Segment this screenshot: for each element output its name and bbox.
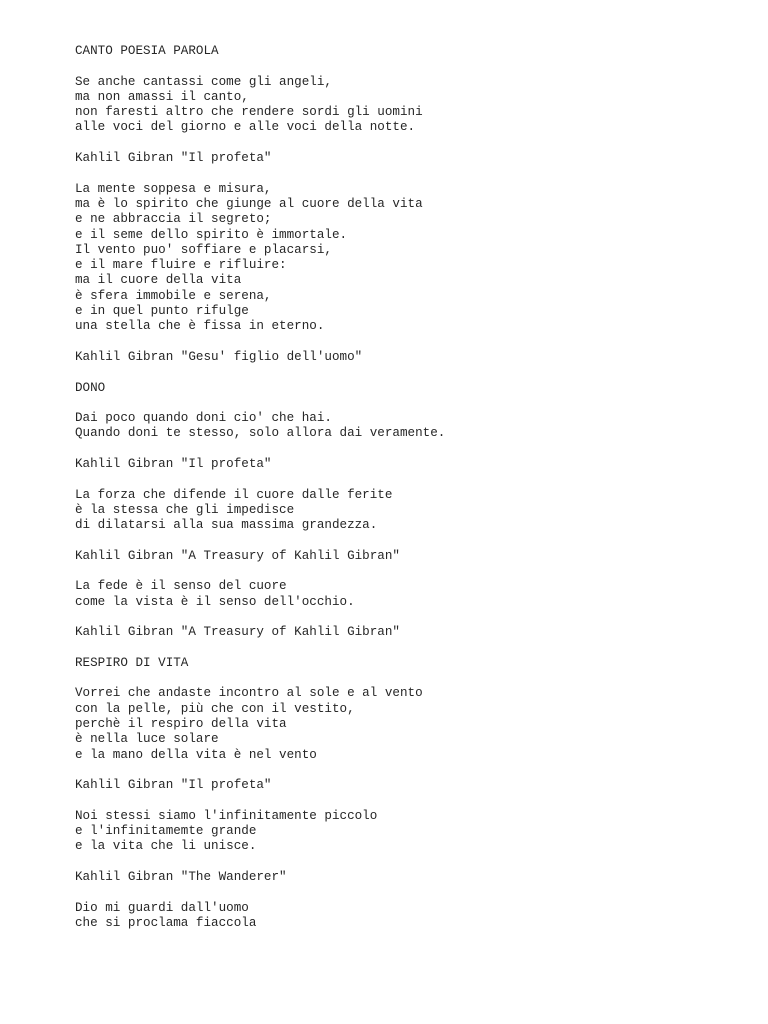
- text-line: come la vista è il senso dell'occhio.: [75, 594, 355, 609]
- text-line: alle voci del giorno e alle voci della notte.: [75, 120, 416, 135]
- text-line: e ne abbraccia il segreto;: [75, 212, 272, 227]
- paragraph: [75, 625, 735, 640]
- paragraph: [75, 901, 735, 932]
- text-line: è nella luce solare: [75, 732, 219, 747]
- text-line: Quando doni te stesso, solo allora dai veramente.: [75, 426, 446, 441]
- text-line: Kahlil Gibran "Il profeta": [75, 457, 272, 472]
- paragraph: [75, 579, 735, 610]
- text-line: La mente soppesa e misura,: [75, 181, 272, 196]
- text-line: perchè il respiro della vita: [75, 717, 287, 732]
- text-line: e la mano della vita è nel vento: [75, 747, 317, 762]
- text-line: DONO: [75, 380, 106, 395]
- text-line: Dai poco quando doni cio' che hai.: [75, 411, 332, 426]
- text-line: ma il cuore della vita: [75, 273, 242, 288]
- text-line: Kahlil Gibran "Il profeta": [75, 151, 272, 166]
- text-line: Noi stessi siamo l'infinitamente piccolo: [75, 808, 378, 823]
- text-line: e il seme dello spirito è immortale.: [75, 227, 348, 242]
- text-line: Kahlil Gibran "A Treasury of Kahlil Gibran": [75, 625, 400, 640]
- text-line: di dilatarsi alla sua massima grandezza.: [75, 518, 378, 533]
- paragraph: [75, 870, 735, 885]
- text-line: La forza che difende il cuore dalle ferite: [75, 487, 393, 502]
- text-line: una stella che è fissa in eterno.: [75, 319, 325, 334]
- paragraph: [75, 778, 735, 793]
- text-line: Dio mi guardi dall'uomo: [75, 900, 249, 915]
- text-line: Kahlil Gibran "Gesu' figlio dell'uomo": [75, 349, 363, 364]
- document-text: [75, 44, 735, 947]
- text-line: ma è lo spirito che giunge al cuore della vita: [75, 196, 423, 211]
- paragraph: [75, 488, 735, 534]
- text-line: CANTO POESIA PAROLA: [75, 44, 219, 58]
- paragraph: [75, 411, 735, 442]
- text-line: e il mare fluire e rifluire:: [75, 258, 287, 273]
- text-line: che si proclama fiaccola: [75, 915, 257, 930]
- text-line: è sfera immobile e serena,: [75, 288, 272, 303]
- text-line: Se anche cantassi come gli angeli,: [75, 74, 332, 89]
- paragraph: [75, 381, 735, 396]
- text-line: non faresti altro che rendere sordi gli uomini: [75, 105, 423, 120]
- paragraph: [75, 809, 735, 855]
- paragraph: [75, 549, 735, 564]
- text-line: Kahlil Gibran "A Treasury of Kahlil Gibran": [75, 548, 400, 563]
- paragraph: [75, 182, 735, 335]
- text-line: Vorrei che andaste incontro al sole e al vento: [75, 686, 423, 701]
- text-line: e l'infinitamemte grande: [75, 824, 257, 839]
- text-line: e in quel punto rifulge: [75, 304, 249, 319]
- text-line: Kahlil Gibran "Il profeta": [75, 778, 272, 793]
- paragraph: [75, 350, 735, 365]
- paragraph: [75, 75, 735, 136]
- paragraph: [75, 44, 735, 59]
- text-line: ma non amassi il canto,: [75, 89, 249, 104]
- paragraph: [75, 151, 735, 166]
- text-line: con la pelle, più che con il vestito,: [75, 701, 355, 716]
- text-line: Kahlil Gibran "The Wanderer": [75, 870, 287, 885]
- text-line: Il vento puo' soffiare e placarsi,: [75, 242, 332, 257]
- text-line: e la vita che li unisce.: [75, 839, 257, 854]
- paragraph: [75, 686, 735, 762]
- text-line: RESPIRO DI VITA: [75, 655, 189, 670]
- text-line: La fede è il senso del cuore: [75, 579, 287, 594]
- paragraph: [75, 457, 735, 472]
- text-line: è la stessa che gli impedisce: [75, 502, 295, 517]
- paragraph: [75, 656, 735, 671]
